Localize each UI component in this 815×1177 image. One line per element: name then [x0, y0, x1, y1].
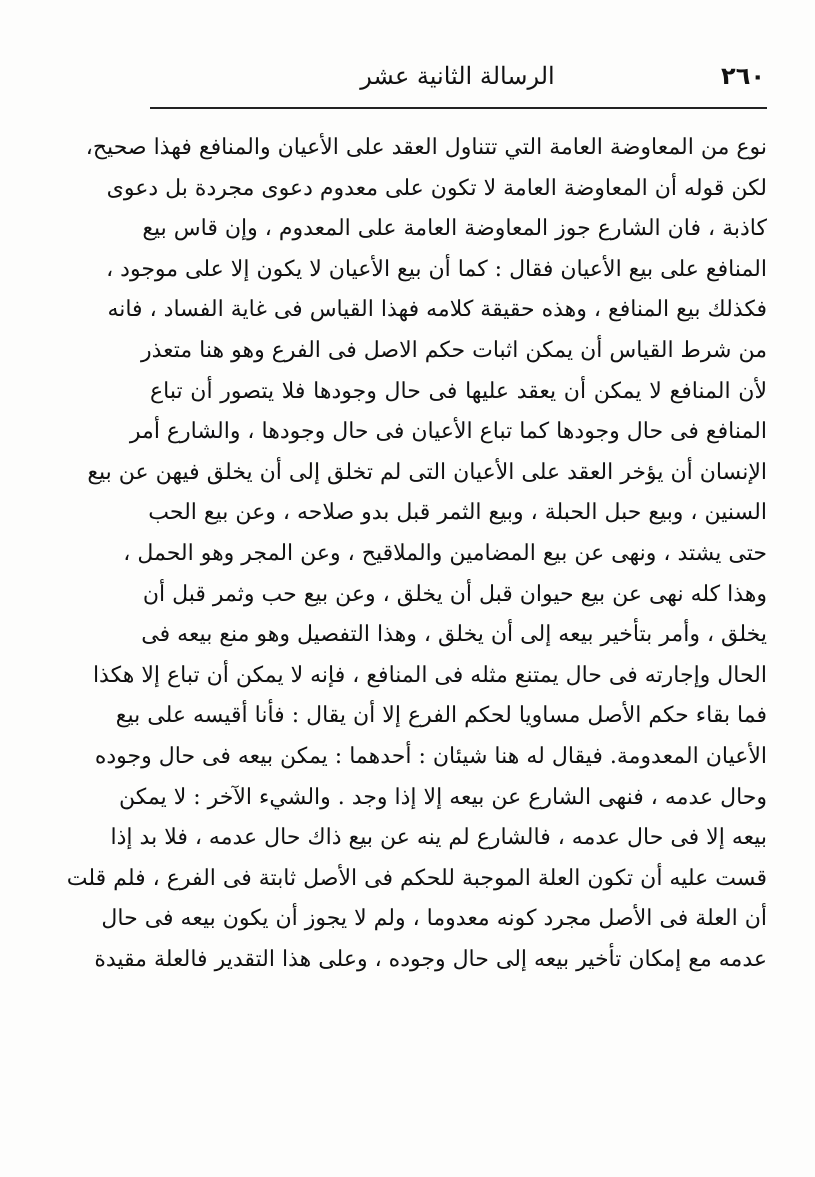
text-line: حتى يشتد ، ونهى عن بيع المضامين والملاقيح ، وعن المجر وهو الحمل ، — [123, 540, 767, 566]
text-line: عدمه مع إمكان تأخير بيعه إلى حال وجوده ، وعلى هذا التقدير فالعلة مقيدة — [94, 946, 767, 972]
body-text — [66, 128, 767, 980]
text-line: كاذبة ، فان الشارع جوز المعاوضة العامة على المعدوم ، وإن قاس بيع — [142, 216, 767, 242]
text-line: المنافع على بيع الأعيان فقال : كما أن بيع الأعيان لا يكون إلا على موجود ، — [106, 256, 767, 282]
text-line: لكن قوله أن المعاوضة العامة لا تكون على معدوم دعوى مجردة بل دعوى — [106, 175, 767, 201]
text-line: الحال وإجارته فى حال يمتنع مثله فى المنافع ، فإنه لا يمكن أن تباع إلا هكذا — [92, 662, 767, 688]
running-title: الرسالة الثانية عشر — [360, 62, 555, 90]
text-line: الإنسان أن يؤخر العقد على الأعيان التى لم تخلق إلى أن يخلق فيهن عن بيع — [87, 459, 767, 485]
text-line: الأعيان المعدومة. فيقال له هنا شيئان : أحدهما : يمكن بيعه فى حال وجوده — [94, 743, 767, 769]
text-line: فكذلك بيع المنافع ، وهذه حقيقة كلامه فهذا القياس فى غاية الفساد ، فانه — [107, 297, 767, 323]
text-line: فما بقاء حكم الأصل مساويا لحكم الفرع إلا أن يقال : فأنا أقيسه على بيع — [115, 703, 767, 729]
text-line: قست عليه أن تكون العلة الموجبة للحكم فى الأصل ثابتة فى الفرع ، فلم قلت — [66, 865, 767, 891]
text-line: وهذا كله نهى عن بيع حيوان قبل أن يخلق ، وعن بيع حب وثمر قبل أن — [142, 581, 767, 607]
page-number: ٢٦٠ — [721, 62, 765, 90]
text-line: المنافع فى حال وجودها كما تباع الأعيان فى حال وجودها ، والشارع أمر — [129, 419, 767, 445]
text-line: لأن المنافع لا يمكن أن يعقد عليها فى حال وجودها فلا يتصور أن تباع — [150, 378, 767, 404]
running-head — [150, 62, 765, 98]
text-line: من شرط القياس أن يمكن اثبات حكم الاصل فى الفرع وهو هنا متعذر — [140, 337, 767, 363]
text-line: نوع من المعاوضة العامة التي تتناول العقد على الأعيان والمنافع فهذا صحيح، — [85, 135, 767, 160]
text-line: أن العلة فى الأصل مجرد كونه معدوما ، ولم لا يجوز أن يكون بيعه فى حال — [101, 906, 767, 932]
text-line: بيعه إلا فى حال عدمه ، فالشارع لم ينه عن بيع ذاك حال عدمه ، فلا بد إذا — [110, 825, 767, 851]
text-line: وحال عدمه ، فنهى الشارع عن بيعه إلا إذا وجد . والشيء الآخر : لا يمكن — [118, 784, 767, 810]
text-line: يخلق ، وأمر بتأخير بيعه إلى أن يخلق ، وهذا التفصيل وهو منع بيعه فى — [141, 622, 767, 648]
text-line: السنين ، وبيع حبل الحبلة ، وبيع الثمر قبل بدو صلاحه ، وعن بيع الحب — [148, 500, 767, 526]
header-rule — [150, 107, 767, 109]
